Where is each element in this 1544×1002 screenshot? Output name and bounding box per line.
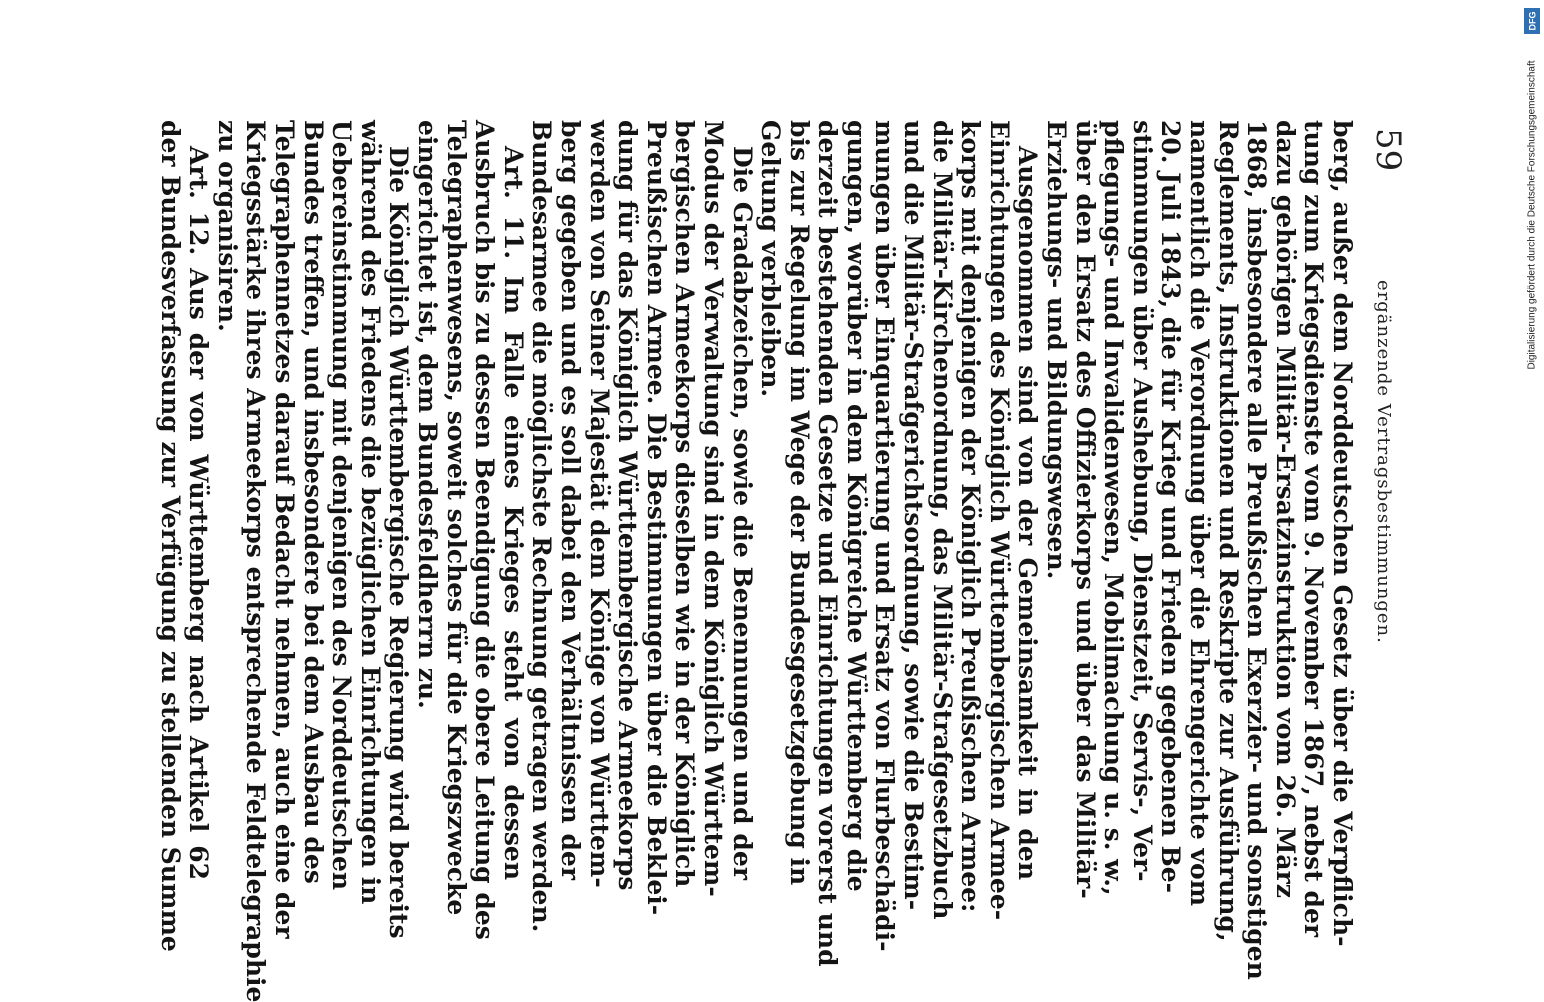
text-line: Modus der Verwaltung sind in dem Königlich Württem- bbox=[698, 120, 728, 897]
text-line: gungen, worüber in dem Königreiche Württemberg die bbox=[841, 120, 871, 892]
text-line: die Militär-Kirchenordnung, das Militär-Strafgesetzbuch bbox=[927, 120, 957, 920]
text-line: Art. 12. Aus der von Württemberg nach Artikel 62 bbox=[184, 146, 214, 880]
text-line: pflegungs- und Invalidenwesen, Mobilmachung u. s. w., bbox=[1099, 120, 1129, 896]
text-line: stimmungen über Aushebung, Dienstzeit, Servis-, Ver- bbox=[1127, 120, 1157, 882]
text-line: Telegraphenwesens, soweit solches für die Kriegszwecke bbox=[441, 120, 471, 916]
text-line: berg gegeben und es soll dabei den Verhältnissen der bbox=[555, 120, 585, 880]
text-line: bis zur Regelung im Wege der Bundesgesetzgebung in bbox=[784, 120, 814, 886]
text-line: dazu gehörigen Militär-Ersatzinstruktion vom 26. März bbox=[1270, 120, 1300, 898]
text-line: derzeit bestehenden Gesetze und Einrichtungen vorerst und bbox=[813, 120, 843, 967]
text-line: über den Ersatz des Offizierkorps und über das Militär- bbox=[1070, 120, 1100, 899]
text-line: 20. Juli 1843, die für Krieg und Frieden gegebenen Be- bbox=[1156, 120, 1186, 893]
text-line: Geltung verbleiben. bbox=[756, 120, 786, 398]
text-line: dung für das Königlich Württembergische Armeekorps bbox=[613, 120, 643, 891]
text-line: zu organisiren. bbox=[212, 120, 242, 332]
text-line: während des Friedens die bezüglichen Einrichtungen in bbox=[355, 120, 385, 905]
text-line: Einrichtungen des Königlich Württembergischen Armee- bbox=[984, 120, 1014, 921]
text-line: Ausgenommen sind von der Gemeinsamkeit in den bbox=[1013, 146, 1043, 880]
text-line: Bundes treffen, und insbesondere bei dem Ausbau des bbox=[298, 120, 328, 884]
dfg-credit-strip bbox=[1524, 8, 1540, 392]
page-header bbox=[1350, 120, 1410, 880]
text-line: mungen über Einquartierung und Ersatz von Flurbeschädi- bbox=[870, 120, 900, 952]
running-head: ergänzende Vertragsbestimmungen. bbox=[1373, 280, 1394, 644]
text-line: Ausbruch bis zu dessen Beendigung die obere Leitung des bbox=[470, 120, 500, 940]
text-line: eingerichtet ist, dem Bundesfeldherrn zu. bbox=[413, 120, 442, 709]
text-line: korps mit denjenigen der Königlich Preußischen Armee: bbox=[956, 120, 986, 913]
text-line: bergischen Armeekorps dieselben wie in der Königlich bbox=[670, 120, 700, 888]
text-line: Die Gradabzeichen, sowie die Benennungen und der bbox=[727, 146, 757, 880]
text-line: Erziehungs- und Bildungswesen. bbox=[1042, 120, 1072, 580]
text-line: tung zum Kriegsdienste vom 9. November 1867, nebst der bbox=[1299, 120, 1329, 938]
text-line: Kriegsstärke ihres Armeekorps entsprechende Feldtelegraphie bbox=[241, 120, 271, 1002]
text-line: der Bundesverfassung zur Verfügung zu stellenden Summe bbox=[155, 120, 185, 952]
text-line: berg, außer dem Norddeutschen Gesetz über die Verpflich- bbox=[1328, 120, 1357, 947]
rotated-book-page bbox=[150, 120, 1410, 1002]
text-line: und die Militär-Strafgerichtsordnung, sowie die Bestim- bbox=[899, 120, 929, 911]
text-line: namentlich die Verordnung über die Ehrengerichte vom bbox=[1185, 120, 1215, 907]
text-line: Bundesarmee die möglichste Rechnung getragen werden. bbox=[527, 120, 557, 933]
text-line: Preußischen Armee. Die Bestimmungen über die Beklei- bbox=[641, 120, 671, 916]
dfg-credit-text: Digitalisierung gefördert durch die Deutsche Forschungsgemeinschaft bbox=[1526, 60, 1538, 370]
page-number: 59 bbox=[1368, 128, 1408, 172]
text-line: Die Königlich Württembergische Regierung wird bereits bbox=[384, 146, 414, 939]
text-line: Art. 11. Im Falle eines Krieges steht von dessen bbox=[498, 146, 528, 880]
text-line: 1868, insbesondere alle Preußischen Exerzier- und sonstigen bbox=[1242, 120, 1272, 980]
text-line: werden von Seiner Majestät dem Könige von Württem- bbox=[584, 120, 614, 888]
text-line: Uebereinstimmung mit denjenigen des Norddeutschen bbox=[327, 120, 357, 891]
text-line: Reglements, Instruktionen und Reskripte zur Ausführung, bbox=[1213, 120, 1243, 942]
text-line: Telegraphennetzes darauf Bedacht nehmen, auch eine der bbox=[270, 120, 300, 939]
dfg-logo: DFG bbox=[1524, 8, 1540, 34]
page-body-text bbox=[155, 120, 1357, 1002]
